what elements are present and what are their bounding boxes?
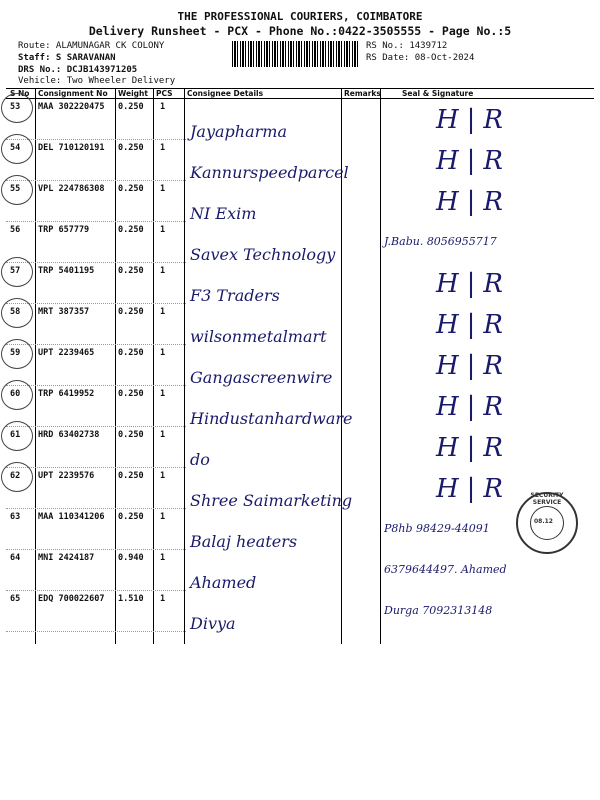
col-seal: Seal & Signature xyxy=(402,89,474,98)
col-pcs: PCS xyxy=(156,89,173,98)
row-consignee-handwritten: Jayapharma xyxy=(190,122,287,141)
route-info: Route: ALAMUNAGAR CK COLONY xyxy=(18,41,165,51)
row-divider xyxy=(6,303,186,304)
row-weight: 0.250 xyxy=(118,143,144,153)
row-sno: 53 xyxy=(10,102,21,112)
row-remark-handwritten: Durga 7092313148 xyxy=(384,604,493,617)
table-header-border xyxy=(6,98,594,99)
company-title: THE PROFESSIONAL COURIERS, COIMBATORE xyxy=(177,10,423,23)
security-service-stamp xyxy=(516,492,578,554)
row-weight: 0.940 xyxy=(118,553,144,563)
row-pcs: 1 xyxy=(160,553,166,563)
row-divider xyxy=(6,385,186,386)
row-weight: 1.510 xyxy=(118,594,144,604)
row-divider xyxy=(6,549,186,550)
sno-circle-mark xyxy=(1,298,33,328)
row-consignee-handwritten: Ahamed xyxy=(190,573,257,592)
vehicle-info: Vehicle: Two Wheeler Delivery xyxy=(18,76,176,86)
row-consignment: HRD 63402738 xyxy=(38,430,100,440)
row-consignment: UPT 2239465 xyxy=(38,348,95,358)
row-sno: 63 xyxy=(10,512,21,522)
row-consignment: TRP 6419952 xyxy=(38,389,95,399)
row-sno: 58 xyxy=(10,307,21,317)
row-divider xyxy=(6,180,186,181)
row-consignee-handwritten: Divya xyxy=(190,614,236,633)
row-signature: H|R xyxy=(436,474,512,504)
col-remarks: Remarks xyxy=(344,89,381,98)
staff-info: Staff: S SARAVANAN xyxy=(18,53,116,63)
row-sno: 56 xyxy=(10,225,21,235)
row-pcs: 1 xyxy=(160,471,166,481)
row-weight: 0.250 xyxy=(118,266,144,276)
row-signature: H|R xyxy=(436,351,512,381)
row-pcs: 1 xyxy=(160,512,166,522)
row-pcs: 1 xyxy=(160,307,166,317)
row-signature: H|R xyxy=(436,310,512,340)
drs-info: DRS No.: DCJB143971205 xyxy=(18,65,138,75)
row-sno: 55 xyxy=(10,184,21,194)
row-signature: H|R xyxy=(436,433,512,463)
col-separator xyxy=(115,88,116,644)
row-weight: 0.250 xyxy=(118,348,144,358)
row-pcs: 1 xyxy=(160,389,166,399)
sno-circle-mark xyxy=(1,175,33,205)
rs-date: RS Date: 08-Oct-2024 xyxy=(366,53,475,63)
row-consignment: TRP 657779 xyxy=(38,225,90,235)
row-divider xyxy=(6,221,186,222)
row-weight: 0.250 xyxy=(118,184,144,194)
row-divider xyxy=(6,590,186,591)
sno-circle-mark xyxy=(1,257,33,287)
barcode xyxy=(232,41,358,67)
row-consignment: MNI 2424187 xyxy=(38,553,95,563)
row-weight: 0.250 xyxy=(118,102,144,112)
row-consignee-handwritten: Savex Technology xyxy=(190,245,336,264)
row-divider xyxy=(6,426,186,427)
row-consignee-handwritten: Shree Saimarketing xyxy=(190,491,353,510)
row-consignee-handwritten: wilsonmetalmart xyxy=(190,327,327,346)
row-weight: 0.250 xyxy=(118,225,144,235)
sno-circle-mark xyxy=(1,339,33,369)
row-divider xyxy=(6,467,186,468)
row-divider xyxy=(6,508,186,509)
row-divider xyxy=(6,262,186,263)
row-sno: 64 xyxy=(10,553,21,563)
stamp-date: 08.12 xyxy=(534,518,553,525)
row-pcs: 1 xyxy=(160,266,166,276)
col-separator xyxy=(380,88,381,644)
sno-circle-mark xyxy=(1,462,33,492)
row-remark-handwritten: P8hb 98429-44091 xyxy=(384,522,490,535)
row-consignee-handwritten: Gangascreenwire xyxy=(190,368,333,387)
row-signature: H|R xyxy=(436,392,512,422)
row-divider xyxy=(6,344,186,345)
col-separator xyxy=(153,88,154,644)
row-remark-handwritten: J.Babu. 8056955717 xyxy=(384,235,497,248)
sno-circle-mark xyxy=(1,93,33,123)
row-sno: 54 xyxy=(10,143,21,153)
row-consignment: UPT 2239576 xyxy=(38,471,95,481)
row-pcs: 1 xyxy=(160,348,166,358)
row-consignment: MAA 302220475 xyxy=(38,102,105,112)
rs-number: RS No.: 1439712 xyxy=(366,41,448,51)
row-consignee-handwritten: Kannurspeedparcel xyxy=(190,163,349,182)
row-sno: 57 xyxy=(10,266,21,276)
row-consignee-handwritten: NI Exim xyxy=(190,204,257,223)
row-consignee-handwritten: F3 Traders xyxy=(190,286,280,305)
sno-circle-mark xyxy=(1,134,33,164)
row-consignment: DEL 710120191 xyxy=(38,143,105,153)
col-separator xyxy=(184,88,185,644)
row-sno: 65 xyxy=(10,594,21,604)
row-consignee-handwritten: Hindustanhardware xyxy=(190,409,353,428)
row-signature: H|R xyxy=(436,105,512,135)
sno-circle-mark xyxy=(1,421,33,451)
col-weight: Weight xyxy=(118,89,148,98)
row-consignee-handwritten: Balaj heaters xyxy=(190,532,298,551)
row-signature: H|R xyxy=(436,269,512,299)
runsheet-subtitle: Delivery Runsheet - PCX - Phone No.:0422-3505555 - Page No.:5 xyxy=(88,24,512,38)
row-pcs: 1 xyxy=(160,430,166,440)
row-consignment: MAA 110341206 xyxy=(38,512,105,522)
row-sno: 61 xyxy=(10,430,21,440)
row-divider xyxy=(6,139,186,140)
row-weight: 0.250 xyxy=(118,307,144,317)
row-consignment: TRP 5401195 xyxy=(38,266,95,276)
col-consignee: Consignee Details xyxy=(187,89,264,98)
col-consignment: Consignment No xyxy=(38,89,108,98)
stamp-text: SECURITY SERVICE xyxy=(530,492,564,506)
row-pcs: 1 xyxy=(160,594,166,604)
row-weight: 0.250 xyxy=(118,430,144,440)
row-divider xyxy=(6,631,186,632)
row-remark-handwritten: 6379644497. Ahamed xyxy=(384,563,507,576)
sno-circle-mark xyxy=(1,380,33,410)
row-sno: 59 xyxy=(10,348,21,358)
row-pcs: 1 xyxy=(160,225,166,235)
row-consignment: VPL 224786308 xyxy=(38,184,105,194)
row-consignment: EDQ 700022607 xyxy=(38,594,105,604)
row-pcs: 1 xyxy=(160,184,166,194)
row-consignment: MRT 387357 xyxy=(38,307,90,317)
col-sno: S No xyxy=(10,89,30,98)
row-consignee-handwritten: do xyxy=(190,450,210,469)
row-weight: 0.250 xyxy=(118,512,144,522)
row-signature: H|R xyxy=(436,187,512,217)
row-weight: 0.250 xyxy=(118,389,144,399)
row-sno: 60 xyxy=(10,389,21,399)
row-pcs: 1 xyxy=(160,143,166,153)
row-weight: 0.250 xyxy=(118,471,144,481)
row-pcs: 1 xyxy=(160,102,166,112)
row-sno: 62 xyxy=(10,471,21,481)
row-signature: H|R xyxy=(436,146,512,176)
col-separator xyxy=(35,88,36,644)
